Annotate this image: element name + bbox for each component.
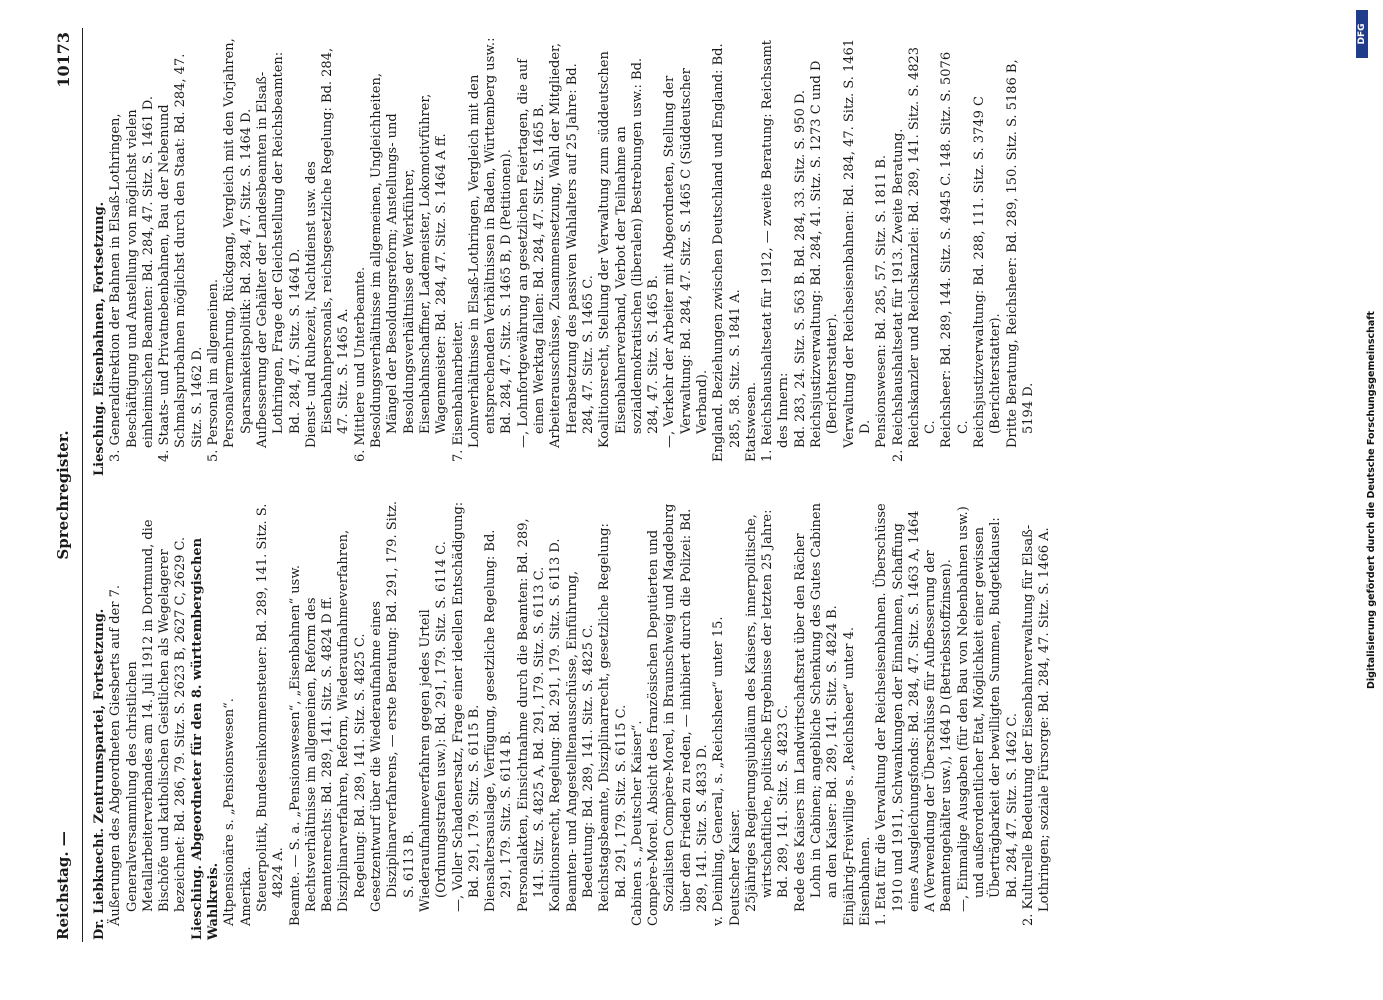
register-entry: Etatswesen. <box>743 381 759 462</box>
register-entry: Eisenbahnen. <box>857 836 873 926</box>
register-entry: —, Einmalige Ausgaben (für den Bau von Nebenbahnen usw.) und außerordentlicher Etat, Möglichkeit einer gewissen Überträgbarkeit der bewilligten Summen, Budgetklausel: Bd. 284, 47. Sitz. S. 1462 C. <box>955 506 1020 912</box>
register-entry: 1. Etat für die Verwaltung der Reichseisenbahnen. Überschüsse 1910 und 1911, Schwankungen der Einnahmen, Schaffung eines Ausgleichungsfonds: Bd. 284, 47. Sitz. S. 1463 A, 1464 A (Verwendung der Überschüsse für Aufbesserung der Beamtengehälter usw.), 1464 D (Betriebsstoffzinsen). <box>874 503 955 926</box>
header-left: Reichstag. — <box>54 831 72 940</box>
register-entry: Einjährig-Freiwillige s. „Reichsheer“ unter 4. <box>841 626 857 926</box>
register-entry: England. Beziehungen zwischen Deutschland und England: Bd. 285, 58. Sitz. S. 1841 A. <box>711 43 743 462</box>
register-entry: v. Deimling, General, s. „Reichsheer“ unter 15. <box>711 616 727 926</box>
register-entry: Reichstagsbeamte, Disziplinarrecht, gesetzliche Regelung: Bd. 291, 179. Sitz. S. 6115 C. <box>597 523 629 912</box>
register-entry: Reichsheer: Bd. 289, 144. Sitz. S. 4945 C. 148. Sitz. S. 5076 C. <box>939 51 971 448</box>
register-entry: Wiederaufnahmeverfahren gegen jedes Urteil (Ordnungsstrafen usw.): Bd. 291, 179. Sitz. S. 6114 C. <box>417 541 450 912</box>
register-entry: Altpensionäre s. „Pensionswesen“. <box>222 698 238 926</box>
register-entry: Diensaltersauslage, Verfügung, gesetzliche Regelung: Bd. 291, 179. Sitz. S. 6114 B. <box>483 529 515 912</box>
register-entry: 4. Staats- und Privatnebenbahnen, Bau der Nebenund Schmalspurbahnen möglichst durch den Staat: Bd. 284, 47. Sitz. S. 1462 D. <box>157 53 205 462</box>
register-entry: 6. Mittlere und Unterbeamte. <box>352 266 368 462</box>
register-entry: Besoldungsverhältnisse im allgemeinen, Ungleichheiten, Mängel der Besoldungsreform; Anstellungs- und Besoldungsverhältnisse der Werkführer, Eisenbahnschaffner, Lademeister, Lokomotivführer, Wagenmeister: Bd. 284, 47. Sitz. S. 1464 A ff. <box>369 73 450 448</box>
register-entry: Disziplinarverfahren, Reform, Wiederaufnahmeverfahren, Regelung: Bd. 289, 141. Sitz. S. 4825 C. <box>336 529 368 912</box>
register-entry: Amerika. <box>238 866 254 926</box>
left-column <box>92 500 1054 940</box>
register-entry: Cabinen s. „Deutscher Kaiser“. <box>629 720 645 926</box>
register-entry: 3. Generaldirektion der Bahnen in Elsaß-Lothringen, Beschäftigung und Anstellung von möglichst vielen einheimischen Beamten: Bd. 284, 47. Sitz. S. 1461 D. <box>108 95 156 462</box>
register-entry: Deutscher Kaiser. <box>727 809 743 926</box>
register-entry: Beamte. — S. a. „Pensionswesen“, „Eisenbahnen“ usw. Rechtsverhältnisse im allgemeinen, Reform des Beamtenrechts: Bd. 289, 141. Sitz. S. 4824 D ff. <box>287 564 336 926</box>
page-header <box>52 30 76 960</box>
register-entry: Aufbesserung der Gehälter der Landesbeamten in Elsaß-Lothringen, Frage der Gleichstellung der Reichsbeamten: Bd. 284, 47. Sitz. S. 1464 D. <box>254 51 303 448</box>
register-entry: Koalitionsrecht, Stellung der Verwaltung zum süddeutschen Eisenbahnerverband, Verbot der Teilnahme an sozialdemokratischen (liberalen) Bestrebungen usw.: Bd. 284, 47. Sitz. S. 1465 B. <box>597 51 662 448</box>
register-entry: 2. Kulturelle Bedeutung der Eisenbahnverwaltung für Elsaß-Lothringen; soziale Fürsorge: Bd. 284, 47. Sitz. S. 1466 A. <box>1020 524 1053 926</box>
register-entry: Arbeiterausschüsse, Zusammensetzung, Wahl der Mitglieder, Herabsetzung des passiven Wahlalters auf 25 Jahre: Bd. 284, 47. Sitz. S. 1465 C. <box>548 43 596 448</box>
register-entry: Pensionswesen: Bd. 285, 57. Sitz. S. 1811 B. <box>874 154 890 448</box>
register-entry: 5. Personal im allgemeinen. <box>206 279 222 462</box>
register-entry: Gesetzentwurf über die Wiederaufnahme eines Disziplinarverfahrens, — erste Beratung: Bd. 291, 179. Sitz. S. 6113 B. <box>369 501 417 912</box>
register-entry: —, Lohnfortgewährung an gesetzlichen Feiertagen, die auf einen Werktag fallen: Bd. 284, 47. Sitz. S. 1465 B. <box>515 58 548 448</box>
register-entry: 7. Eisenbahnarbeiter. <box>450 320 466 462</box>
register-entry: Lohnverhältnisse in Elsaß-Lothringen, Vergleich mit den entsprechenden Verhältnissen in Baden, Württemberg usw.: Bd. 284, 47. Sitz. S. 1465 B, D (Petitionen). <box>466 37 515 448</box>
right-column <box>92 36 1037 476</box>
register-entry: Reichskanzler und Reichskanzlei: Bd. 289, 141. Sitz. S. 4823 C. <box>906 46 939 448</box>
register-entry: Bd. 283, 24. Sitz. S. 563 B. Bd. 284, 33. Sitz. S. 950 D. <box>792 89 808 448</box>
register-entry: —, Verkehr der Arbeiter mit Abgeordneten, Stellung der Verwaltung: Bd. 284, 47. Sitz. S. 1465 C (Süddeutscher Verband). <box>662 68 710 448</box>
dfg-logo: DFG <box>1356 10 1368 58</box>
register-entry: 1. Reichshaushaltsetat für 1912, — zweite Beratung: Reichsamt des Innern: <box>760 39 792 462</box>
register-entry: Koalitionsrecht, Regelung: Bd. 291, 179. Sitz. S. 6113 D. <box>548 538 564 912</box>
register-entry: —, Voller Schadenersatz, Frage einer ideellen Entschädigung: Bd. 291, 179. Sitz. S. 6115 B. <box>450 501 482 912</box>
register-entry: Dritte Beratung, Reichsheer: Bd. 289, 150. Sitz. S. 5186 B, 5194 D. <box>1004 59 1036 448</box>
register-entry: Reichsjustizverwaltung: Bd. 288, 111. Sitz. S. 3749 C (Berichterstatter). <box>972 96 1004 448</box>
register-entry: Compère-Morel. Absicht des französischen Deputierten und Sozialisten Compère-Morel, in Braunschweig und Magdeburg über den Frieden zu reden, — inhibiert durch die Polizei: Bd. 289, 141. Sitz. S. 4833 D. <box>646 503 710 926</box>
register-entry: Liesching. Abgeordneter für den 8. württembergischen Wahlkreis. <box>189 537 222 940</box>
register-entry: 25jähriges Regierungsjubiläum des Kaisers, innerpolitische, wirtschaftliche, politische Ergebnisse der letzten 25 Jahre: Bd. 289, 141. Sitz. S. 4823 C. <box>743 509 792 912</box>
header-rule <box>82 28 83 942</box>
register-entry: 2. Reichshaushaltsetat für 1913. Zweite Beratung. <box>890 128 906 462</box>
register-entry: Personalakten, Einsichtnahme durch die Beamten: Bd. 289, 141. Sitz. S. 4825 A, Bd. 291, 179. Sitz. S. 6113 C. <box>515 518 548 912</box>
digitization-note: Digitalisierung gefördert durch die Deutsche Forschungsgemeinschaft <box>1366 311 1377 689</box>
register-entry: Dienst- und Ruhezeit, Nachtdienst usw. des Eisenbahnpersonals, reichsgesetzliche Regelung: Bd. 284, 47. Sitz. S. 1465 A. <box>303 47 352 448</box>
register-entry: Liesching. Eisenbahnen, Fortsetzung. <box>92 201 107 476</box>
register-entry: Reichsjustizverwaltung: Bd. 284, 41. Sitz. S. 1273 C und D (Berichterstatter). <box>809 60 841 448</box>
register-entry: Beamten- und Angestelltenausschüsse, Einführung, Bedeutung: Bd. 289, 141. Sitz. S. 4825 C. <box>564 570 596 912</box>
header-title: Sprechregister. <box>54 430 72 560</box>
register-entry: Rede des Kaisers im Landwirtschaftsrat über den Rächer Lohn in Cabinen; angebliche Schenkung des Gutes Cabinen an den Kaiser: Bd. 289, 141. Sitz. S. 4824 B. <box>792 503 841 912</box>
register-entry: Steuerpolitik, Bundeseinkommensteuer: Bd. 289, 141. Sitz. S. 4824 A. <box>254 503 287 912</box>
register-entry: Äußerungen des Abgeordneten Giesberts auf der 7. Generalversammlung des christlichen Metallarbeiterverbandes am 14. Juli 1912 in Dortmund, die Bischöfe und katholischen Geistlichen als Wegelagerer bezeichnet: Bd. 286, 79. Sitz. S. 2623 B, 2627 C, 2629 C. <box>108 519 189 926</box>
register-entry: Personalvermehrung, Rückgang, Vergleich mit den Vorjahren, Sparsamkeitspolitik: Bd. 284, 47. Sitz. S. 1464 D. <box>222 38 254 448</box>
register-entry: Verwaltung der Reichseisenbahnen: Bd. 284, 47. Sitz. S. 1461 D. <box>841 38 873 448</box>
register-entry: Dr. Liebknecht. Zentrumspartei, Fortsetzung. <box>92 608 107 940</box>
page-number: 10173 <box>54 32 73 88</box>
